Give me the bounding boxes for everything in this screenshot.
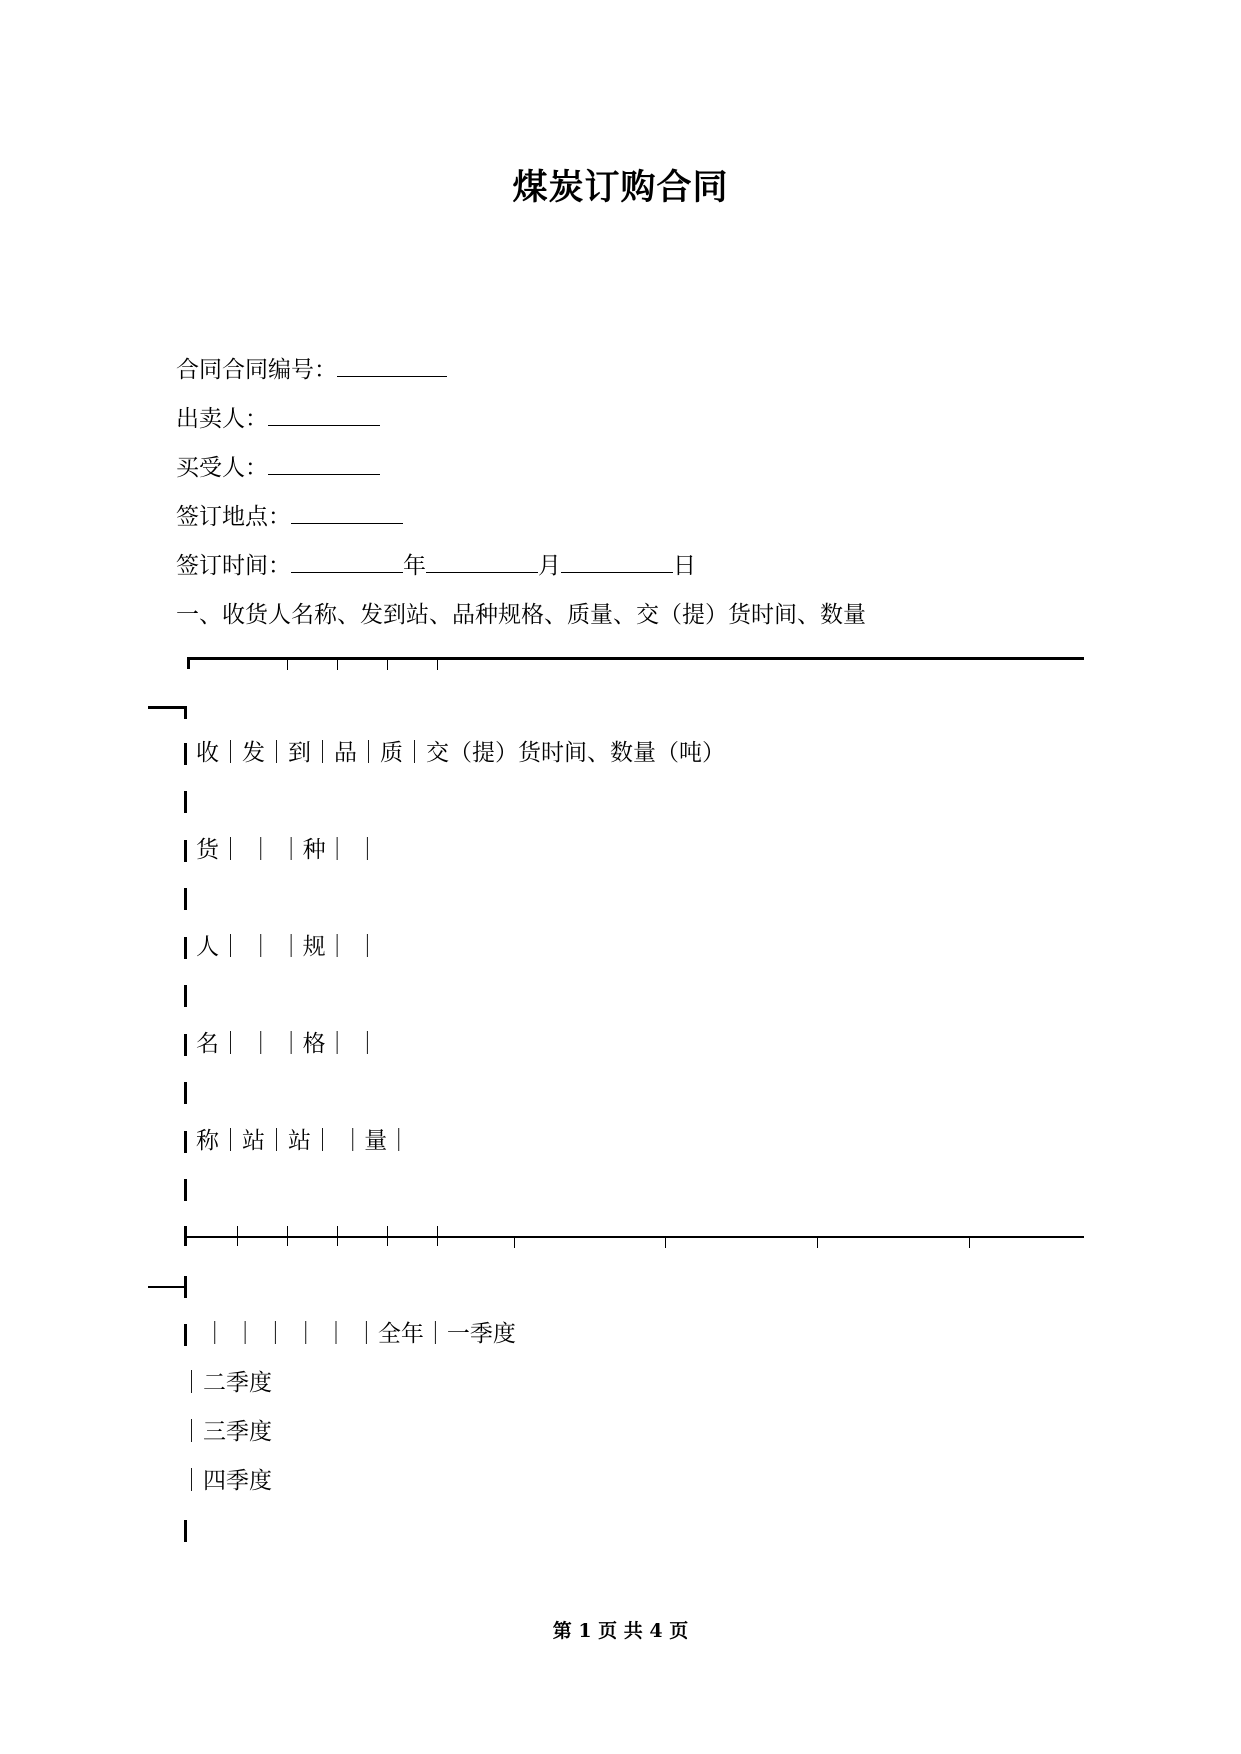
row-border-left	[184, 1034, 187, 1056]
row-border-left	[184, 1520, 187, 1542]
table-row: ｜ ｜ ｜ ｜ ｜ ｜全年｜一季度	[196, 1321, 516, 1347]
contract-number-label: 合同合同编号：	[176, 357, 337, 383]
seller-label: 出卖人：	[176, 406, 268, 432]
table-row: 人｜ ｜ ｜规｜ ｜	[196, 934, 379, 960]
row-border-left	[184, 1324, 187, 1346]
row-border-left	[184, 840, 187, 862]
row-border-left	[184, 985, 187, 1007]
signing-place-line	[176, 502, 403, 532]
signing-time-label: 签订时间：	[176, 553, 291, 579]
signing-place-blank[interactable]	[291, 503, 403, 524]
table-row: ｜二季度	[180, 1370, 272, 1396]
buyer-blank[interactable]	[268, 454, 380, 475]
table-row: 称｜站｜站｜ ｜量｜	[196, 1128, 411, 1154]
row-border-left	[184, 1131, 187, 1153]
row-border-left	[184, 1179, 187, 1201]
page-footer: 第 1 页 共 4 页	[552, 1620, 689, 1642]
month-blank[interactable]	[426, 552, 538, 573]
contract-number-blank[interactable]	[337, 356, 447, 377]
row-border-left	[184, 791, 187, 813]
row-border-left	[184, 888, 187, 910]
signing-time-line	[176, 551, 696, 581]
buyer-line	[176, 453, 380, 483]
table-row: 名｜ ｜ ｜格｜ ｜	[196, 1031, 379, 1057]
table-header-row: 收｜发｜到｜品｜质｜交（提）货时间、数量（吨）	[196, 740, 725, 766]
month-label: 月	[538, 553, 561, 579]
section-1-heading: 一、收货人名称、发到站、品种规格、质量、交（提）货时间、数量	[176, 602, 866, 628]
seller-blank[interactable]	[268, 405, 380, 426]
day-label: 日	[673, 553, 696, 579]
row-border-left	[184, 937, 187, 959]
seller-line	[176, 404, 380, 434]
table-row: ｜三季度	[180, 1419, 272, 1445]
buyer-label: 买受人：	[176, 455, 268, 481]
document-title: 煤炭订购合同	[512, 168, 729, 208]
table-row: ｜四季度	[180, 1468, 272, 1494]
year-blank[interactable]	[291, 552, 403, 573]
table-row: 货｜ ｜ ｜种｜ ｜	[196, 837, 379, 863]
signing-place-label: 签订地点：	[176, 504, 291, 530]
year-label: 年	[403, 553, 426, 579]
contract-number-line	[176, 355, 447, 385]
row-border-left	[184, 1082, 187, 1104]
day-blank[interactable]	[561, 552, 673, 573]
row-border-left	[184, 743, 187, 765]
